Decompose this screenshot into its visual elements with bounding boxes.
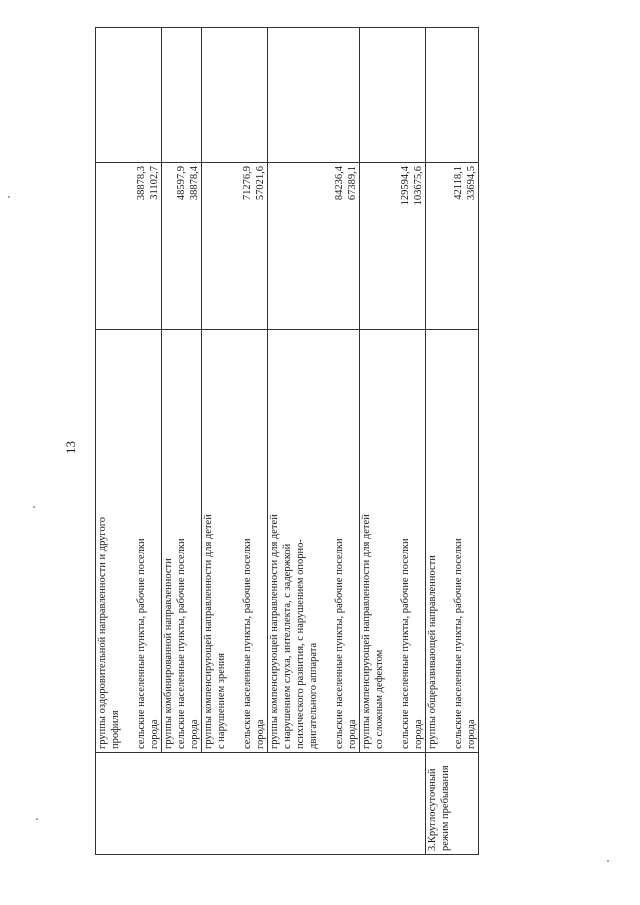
empty-cell [96,28,162,163]
value-cell [426,163,479,330]
value: 33694,5 [466,166,477,201]
scan-speck [607,860,609,862]
page-number: 13 [63,441,78,454]
description-cell: группы компенсирующей направленности для детей со сложным дефектом сельские населенные пункты, рабочие поселки города [360,330,426,753]
value: 38878,4 [189,166,200,201]
settlement-label: сельские населенные пункты, рабочие поселки [400,538,411,749]
value: 84236,4 [334,166,345,201]
empty-cell [360,28,426,163]
table-row [162,28,202,855]
value: 103675,6 [413,166,424,206]
value-cell [268,163,360,330]
settlement-label: города [255,719,266,749]
value-cell [96,163,162,330]
category-cell [426,753,479,855]
description-cell: группы компенсирующей направленности для детей с нарушением зрения сельские населенные пункты, рабочие поселки города [202,330,268,753]
scan-speck [8,196,10,198]
table-row [426,28,479,855]
scan-speck [33,506,35,508]
table-row [360,28,426,855]
tariff-table [95,27,479,855]
description-cell: группы компенсирующей направленности для детей с нарушением слуха, интеллекта, с задержкой психического развития, с нарушением опорно- двигательного аппарата сельские населенные пункты, рабочие поселки города [268,330,360,753]
description-cell: группы оздоровительной направленности и другого профиля сельские населенные пункты, рабочие поселки города [96,330,162,753]
settlement-label: сельские населенные пункты, рабочие поселки [453,538,464,749]
settlement-label: города [413,719,424,749]
table-row [268,28,360,855]
empty-cell [268,28,360,163]
settlement-label: города [189,719,200,749]
empty-cell [202,28,268,163]
empty-cell [162,28,202,163]
description-cell: группы комбинированной направленности сельские населенные пункты, рабочие поселки города [162,330,202,753]
value-cell [162,163,202,330]
category-cell [96,753,426,855]
settlement-label: сельские населенные пункты, рабочие поселки [334,538,345,749]
scan-speck [36,818,38,820]
description-cell: группы общеразвивающей направленности сельские населенные пункты, рабочие поселки города [426,330,479,753]
settlement-label: города [149,719,160,749]
value: 129594,4 [400,166,411,206]
value: 71276,9 [242,166,253,201]
value: 67389,1 [347,166,358,201]
value: 31102,7 [149,166,160,200]
table-row [202,28,268,855]
settlement-label: города [466,719,477,749]
value: 48597,9 [176,166,187,201]
category-label: 3.Круглосуточный режим пребывания [427,765,451,851]
settlement-label: сельские населенные пункты, рабочие поселки [136,538,147,749]
table-row [96,28,162,855]
value-cell [202,163,268,330]
value: 42118,1 [453,166,464,200]
value-cell [360,163,426,330]
settlement-label: сельские населенные пункты, рабочие поселки [176,538,187,749]
empty-cell [426,28,479,163]
settlement-label: сельские населенные пункты, рабочие поселки [242,538,253,749]
settlement-label: города [347,719,358,749]
value: 57021,6 [255,166,266,201]
value: 38878,3 [136,166,147,201]
